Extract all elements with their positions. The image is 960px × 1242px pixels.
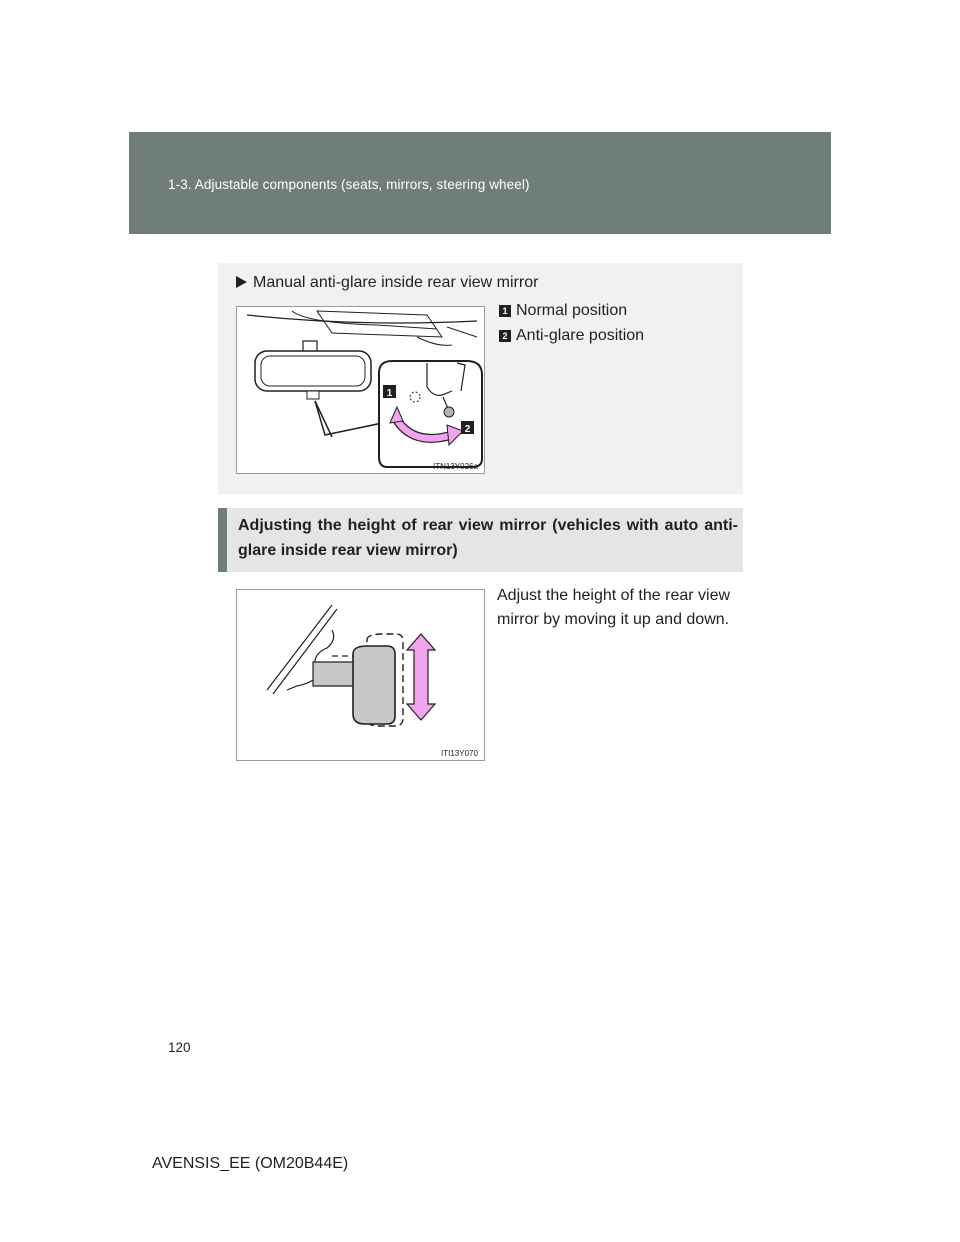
section-title: 1-3. Adjustable components (seats, mirrors, steering wheel) — [168, 177, 530, 192]
legend-number: 2 — [499, 330, 511, 342]
manual-mirror-figure — [236, 306, 485, 474]
manual-mirror-illustration — [237, 307, 484, 473]
triangle-bullet-icon — [236, 276, 247, 288]
manual-mirror-title — [236, 274, 538, 292]
figure-code: ITI13Y070 — [441, 749, 478, 758]
document-code: AVENSIS_EE (OM20B44E) — [152, 1155, 349, 1172]
section-heading — [218, 508, 743, 572]
legend-item-anti-glare — [499, 327, 644, 345]
legend-label: Normal position — [516, 302, 628, 319]
height-adjust-figure — [236, 589, 485, 761]
height-instructions: Adjust the height of the rear view mirror by moving it up and down. — [497, 587, 731, 628]
manual-mirror-title-text: Manual anti-glare inside rear view mirror — [253, 274, 539, 291]
height-adjust-illustration — [237, 590, 484, 760]
svg-text:2: 2 — [464, 424, 471, 435]
section-heading-text: Adjusting the height of rear view mirror (vehicles with auto anti-glare inside rear view mirror) — [238, 517, 738, 559]
page-number: 120 — [168, 1040, 191, 1055]
legend-item-normal — [499, 302, 627, 320]
figure-code: ITN13Y026a — [433, 462, 478, 471]
svg-text:1: 1 — [386, 388, 393, 399]
legend-label: Anti-glare position — [516, 327, 645, 344]
legend-number: 1 — [499, 305, 511, 317]
